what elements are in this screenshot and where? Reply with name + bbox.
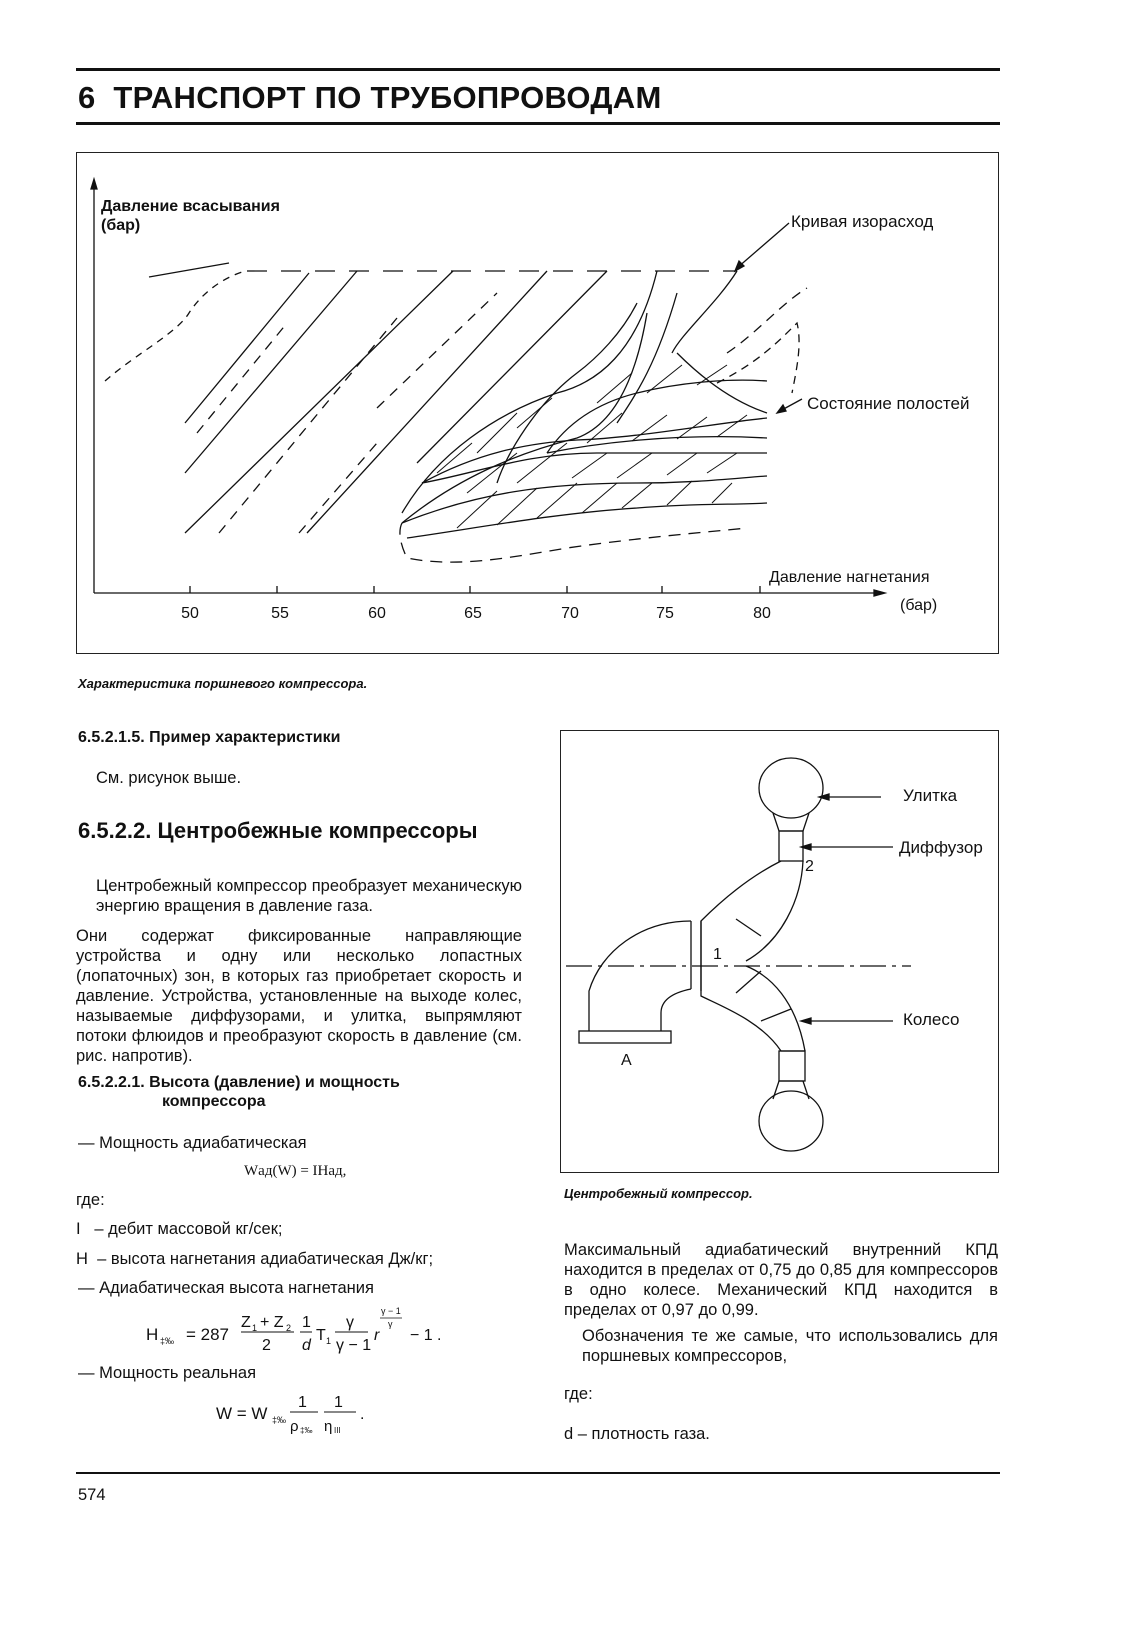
point-1-label: 1 [713,946,722,963]
piston-compressor-figure [76,152,999,654]
formula-adiabatic-power: Wад(W) = IHад, [244,1163,347,1179]
adiabatic-power-label: — Мощность адиабатическая [78,1134,307,1152]
piston-compressor-chart [77,153,998,653]
y-axis-arrow [91,179,97,189]
inlet-flange [579,1031,671,1043]
definition-H: H – высота нагнетания адиабатическая Дж/кг; [76,1250,434,1268]
figure2-caption: Центробежный компрессор. [564,1186,753,1201]
svg-text:1: 1 [252,1323,258,1333]
svg-text:.: . [360,1406,365,1423]
where-label-1: где: [76,1191,105,1209]
where-label-2: где: [564,1385,593,1403]
right-paragraph-2: Обозначения те же самые, что использовались для поршневых компрессоров, [582,1327,998,1365]
adiabatic-head-label: — Адиабатическая высота нагнетания [78,1279,374,1297]
inlet-duct [589,921,691,1031]
paragraph-2: Они содержат фиксированные направляющие устройства и одну или несколько лопастных (лопаточных) зон, в которых газ приобретает скорость и давление. Устройства, установленные на выходе колес, называемые диффузорами, и улитка, выпрямляют потоки флюидов и преобразуют скорость в давление (см. рис. напротив). [76,927,522,1065]
header-top-rule [76,68,1000,71]
svg-text:1: 1 [326,1336,332,1346]
page-number: 574 [78,1486,106,1504]
cavity-annotation: Состояние полостей [807,394,970,413]
point-2-label: 2 [805,858,814,875]
svg-text:‡‰: ‡‰ [272,1415,287,1425]
svg-text:‡‰: ‡‰ [300,1426,313,1435]
x-tick-label: 55 [271,605,289,622]
formula-adiabatic-head [140,1300,460,1360]
volute-top [759,758,823,818]
svg-text:ΙΙΙ: ΙΙΙ [334,1426,341,1435]
svg-text:d: d [302,1337,311,1354]
diffuser-label: Диффузор [899,838,983,857]
svg-text:+ Z: + Z [260,1314,284,1331]
svg-text:2: 2 [286,1323,292,1333]
x-axis-label-1: Давление нагнетания [769,569,930,586]
y-axis-label-1: Давление всасывания [101,198,280,215]
real-power-label: — Мощность реальная [78,1364,257,1382]
footer-rule [76,1472,1000,1474]
svg-text:W = W: W = W [216,1404,268,1423]
x-tick-label: 50 [181,605,199,622]
x-ticks [190,586,760,593]
x-tick-label: 65 [464,605,482,622]
x-tick-label: 80 [753,605,771,622]
volute-bottom [759,1091,823,1151]
formula-real-power [210,1385,390,1440]
svg-text:1: 1 [334,1394,343,1411]
see-above-text: См. рисунок выше. [96,769,242,787]
svg-text:γ: γ [346,1314,354,1331]
svg-text:H: H [146,1325,159,1344]
paragraph-1: Центробежный компрессор преобразует механическую энергию вращения в давление газа. [96,877,522,915]
svg-text:γ: γ [388,1319,393,1329]
svg-text:‡‰: ‡‰ [160,1336,175,1346]
y-axis-label-2: (бар) [101,217,141,234]
x-axis-arrow [874,590,885,596]
definition-I: I – дебит массовой кг/сек; [76,1220,283,1238]
x-tick-labels [181,605,771,622]
diffuser-top [779,831,803,861]
svg-text:− 1: − 1 [410,1327,433,1344]
x-tick-label: 70 [561,605,579,622]
header-bottom-rule [76,122,1000,125]
svg-text:1: 1 [298,1394,307,1411]
volute-label: Улитка [903,786,958,805]
x-tick-label: 75 [656,605,674,622]
cavity-state-curves [400,271,807,562]
x-tick-label: 60 [368,605,386,622]
section-6-5-2-2-heading: 6.5.2.2. Центробежные компрессоры [78,818,478,843]
svg-text:2: 2 [262,1337,271,1354]
svg-text:r: r [374,1327,380,1344]
svg-text:.: . [437,1327,442,1344]
cavity-hatching [437,365,747,528]
chapter-title: 6 ТРАНСПОРТ ПО ТРУБОПРОВОДАМ [78,80,662,115]
x-axis-label-2: (бар) [900,597,938,614]
centrifugal-compressor-diagram [561,731,998,1172]
svg-text:γ − 1: γ − 1 [381,1306,401,1316]
figure1-caption: Характеристика поршневого компрессора. [78,676,368,691]
definition-d: d – плотность газа. [564,1425,710,1443]
point-A-label: A [621,1052,632,1069]
section-6-5-2-1-5-heading: 6.5.2.1.5. Пример характеристики [78,729,341,746]
diffuser-bottom [779,1051,805,1081]
svg-text:1: 1 [302,1314,311,1331]
svg-text:γ − 1: γ − 1 [336,1337,372,1354]
section-6-5-2-2-1-heading-line1: 6.5.2.2.1. Высота (давление) и мощность [78,1074,400,1091]
svg-text:= 287: = 287 [186,1325,230,1344]
characteristic-lines [185,271,607,533]
svg-text:T: T [316,1327,326,1344]
wheel-label: Колесо [903,1010,960,1029]
isoflow-leader [737,223,789,268]
isoflow-annotation: Кривая изорасход [791,212,934,231]
section-6-5-2-2-1-heading-line2: компрессора [162,1093,266,1110]
centrifugal-compressor-figure [560,730,999,1173]
svg-text:Z: Z [241,1314,251,1331]
right-paragraph-1: Максимальный адиабатический внутренний КПД находится в пределах от 0,75 до 0,85 для компрессоров в одно колесе. Механический КПД находится в пределах от 0,97 до 0,99. [564,1241,998,1319]
svg-text:ρ: ρ [290,1418,299,1435]
svg-text:η: η [324,1418,333,1435]
